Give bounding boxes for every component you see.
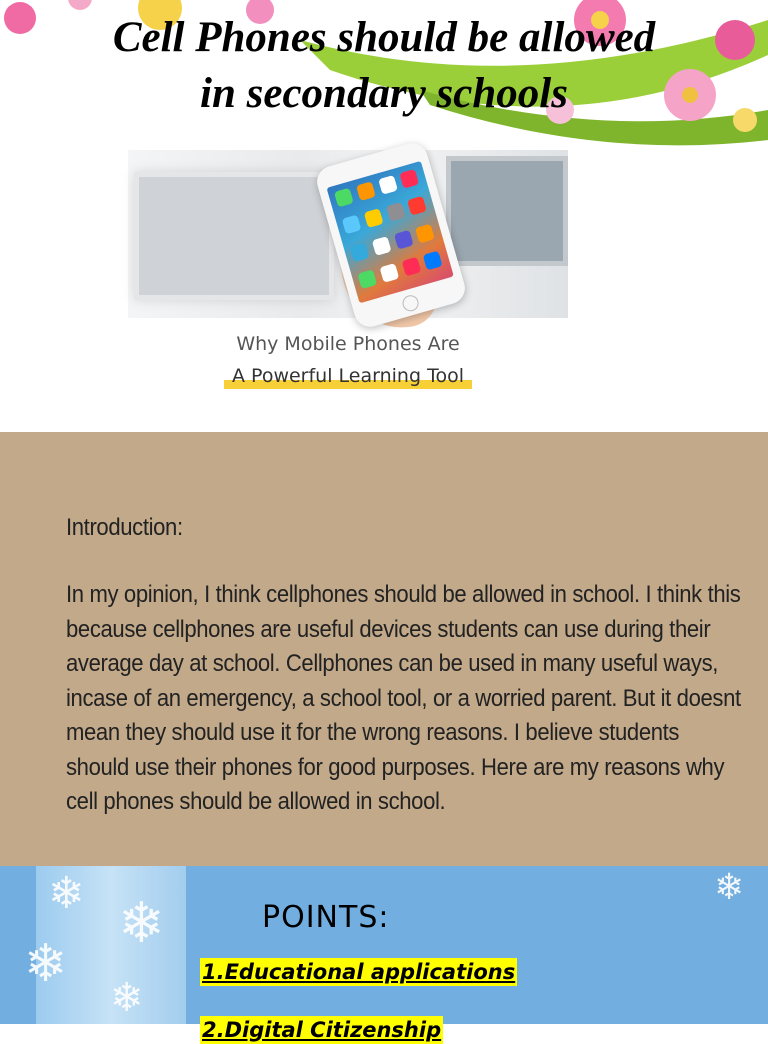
app-icon <box>334 188 354 208</box>
app-icon <box>415 223 435 243</box>
points-heading: POINTS: <box>262 900 390 935</box>
phone-screen-app-grid <box>327 161 454 303</box>
home-button-icon <box>401 293 421 313</box>
caption-line-2: A Powerful Learning Tool <box>224 365 472 389</box>
slide-introduction <box>0 432 768 866</box>
phone-in-hand-photo <box>128 150 568 318</box>
app-icon <box>378 175 398 195</box>
app-icon <box>357 269 377 289</box>
app-icon <box>385 202 405 222</box>
caption-line-2-wrapper <box>0 365 696 389</box>
app-icon <box>350 242 370 262</box>
app-icon <box>393 229 413 249</box>
title-line-1: Cell Phones should be allowed <box>112 14 656 61</box>
caption-line-1: Why Mobile Phones Are <box>236 333 460 355</box>
snowflake-icon: ❄ <box>24 934 68 994</box>
background-monitor-right <box>446 156 568 266</box>
app-icon <box>423 250 443 270</box>
snowflake-icon: ❄ <box>714 867 745 908</box>
background-monitor-left <box>134 172 334 300</box>
introduction-block <box>66 510 741 820</box>
app-icon <box>371 236 391 256</box>
slide-title-heading <box>0 10 768 122</box>
slide-title <box>0 0 768 432</box>
app-icon <box>401 257 421 277</box>
slide-points <box>0 866 768 1042</box>
snowflake-icon: ❄ <box>118 891 165 956</box>
point-item-1: 1.Educational applications <box>202 960 516 984</box>
introduction-heading: Introduction: <box>66 514 183 541</box>
app-icon <box>364 209 384 229</box>
app-icon <box>400 169 420 189</box>
app-icon <box>342 215 362 235</box>
point-item-2: 2.Digital Citizenship <box>202 1018 442 1042</box>
introduction-body: In my opinion, I think cellphones should be allowed in school. I think this because cellphones are useful devices students can use during their average day at school. Cellphones can be used in many useful ways, incase of an emergency, a school tool, or a worried parent. But it doesnt mean they should use it for the wrong reasons. I believe students should use their phones for good purposes. Here are my reasons why cell phones should be allowed in school. <box>66 581 741 815</box>
app-icon <box>356 181 376 201</box>
snowflake-icon: ❄ <box>48 868 85 919</box>
app-icon <box>407 196 427 216</box>
snowflake-icon: ❄ <box>110 975 144 1021</box>
title-line-2: in secondary schools <box>200 70 568 117</box>
app-icon <box>379 263 399 283</box>
